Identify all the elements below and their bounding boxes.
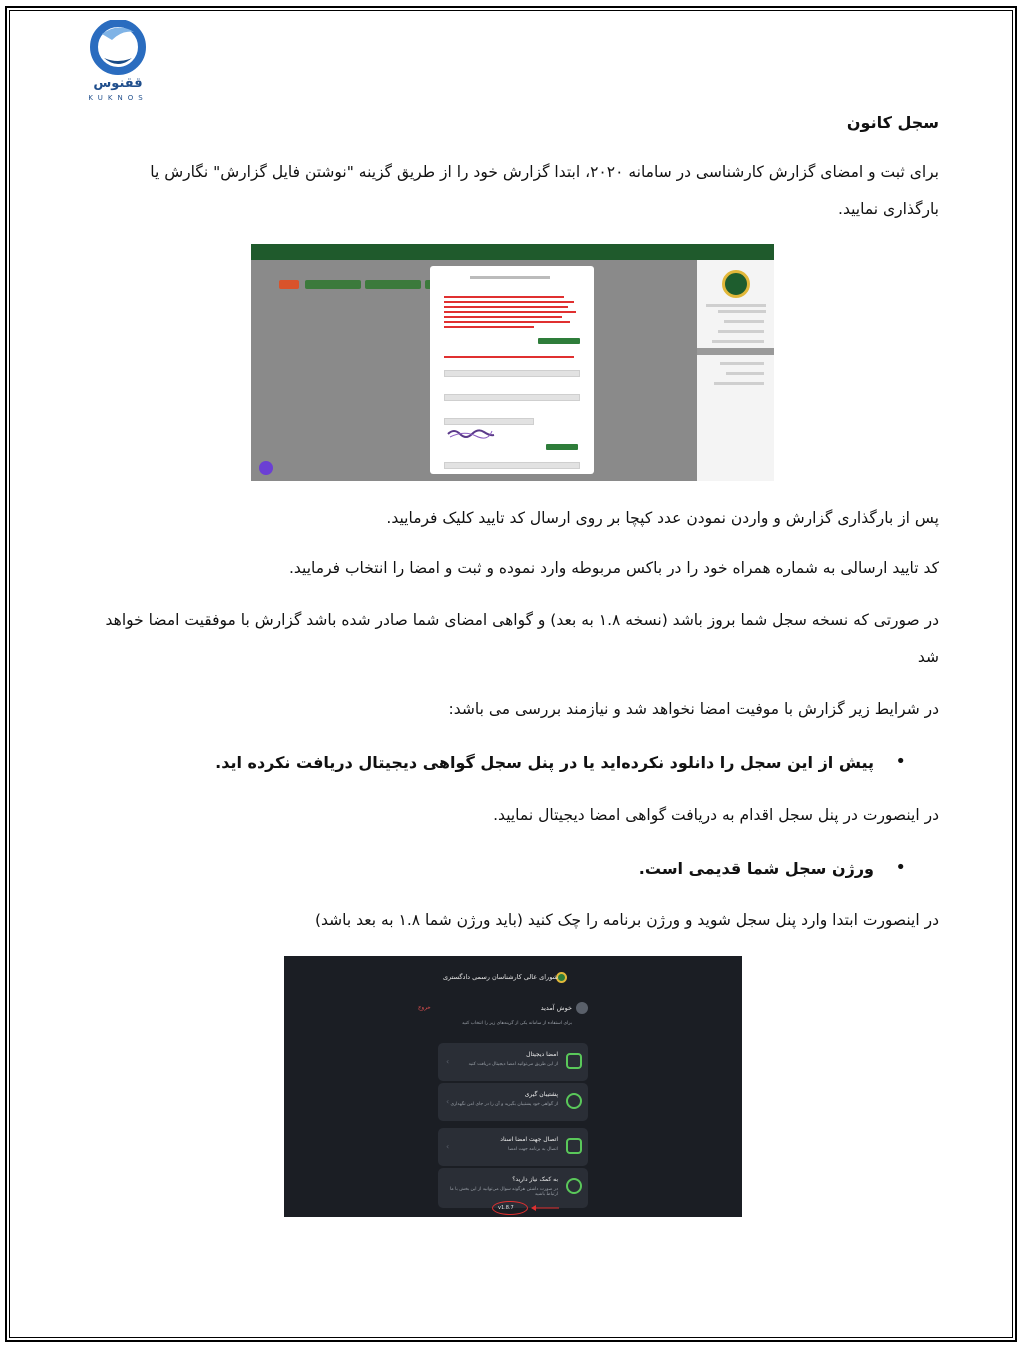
report-upload-screenshot xyxy=(251,244,774,481)
panel-header: شورای عالی کارشناسان رسمی دادگستری xyxy=(442,973,558,981)
chat-bubble-icon xyxy=(259,461,273,475)
seal-logo-icon xyxy=(722,270,750,298)
send-code-button xyxy=(546,444,578,450)
card-title: امضا دیجیتال xyxy=(526,1051,558,1058)
user-avatar-icon xyxy=(576,1002,588,1014)
intro-line-2: بارگذاری نمایید. xyxy=(838,200,939,218)
version-label: v1.8.7 xyxy=(498,1205,514,1211)
para-success-line-2: شد xyxy=(917,648,939,666)
chevron-left-icon: ‹ xyxy=(446,1142,450,1151)
sign-report-modal xyxy=(430,266,594,474)
bullet-no-certificate: پیش از این سجل را دانلود نکرده‌اید یا در پنل سجل گواهی دیجیتال دریافت نکرده اید. xyxy=(215,753,874,772)
card-subtitle: از این طریق می‌توانید امضا دیجیتال دریافت کنید xyxy=(468,1062,558,1067)
para-verification-code: کد تایید ارسالی به شماره همراه خود را در باکس مربوطه وارد نموده و ثبت و امضا را انتخاب فرمایید. xyxy=(288,559,939,577)
sejel-panel-screenshot xyxy=(284,956,742,1217)
fingerprint-icon xyxy=(566,1053,582,1069)
qr-code-icon xyxy=(566,1138,582,1154)
card-connect-sign xyxy=(438,1128,588,1166)
kuknos-logo-mark-icon xyxy=(82,20,154,76)
write-report-button xyxy=(538,338,580,344)
chevron-left-icon: ‹ xyxy=(446,1097,450,1106)
red-arrow-icon xyxy=(530,1204,560,1212)
card-subtitle: از گواهی خود پشتیبان بگیرید و آن را در جای امن نگهداری xyxy=(450,1102,558,1107)
logo-text-fa: ققنوس xyxy=(93,76,143,91)
card-title: به کمک نیاز دارید؟ xyxy=(512,1176,558,1183)
card-backup xyxy=(438,1083,588,1121)
bullet-old-version: ورژن سجل شما قدیمی است. xyxy=(638,859,874,878)
screenshot-sidebar xyxy=(696,260,774,481)
screenshot-topbar xyxy=(251,244,774,260)
intro-line-1: برای ثبت و امضای گزارش کارشناسی در سامانه ۲۰۲۰، ابتدا گزارش خود را از طریق گزینه "نوشتن فایل گزارش" نگارش یا xyxy=(150,163,939,181)
welcome-subtext: برای استفاده از سامانه یکی از گزینه‌های زیر را انتخاب کنید xyxy=(462,1021,572,1026)
para-bullet2-fix: در اینصورت ابتدا وارد پنل سجل شوید و ورژن برنامه را چک کنید (باید ورژن شما ۱.۸ به بعد باشد) xyxy=(315,911,939,929)
card-digital-signature xyxy=(438,1043,588,1081)
card-title: اتصال جهت امضا اسناد xyxy=(500,1136,558,1143)
welcome-text: خوش آمدید xyxy=(540,1004,572,1012)
para-after-upload: پس از بارگذاری گزارش و واردن نمودن عدد کپچا بر روی ارسال کد تایید کلیک فرمایید. xyxy=(386,509,939,527)
headset-icon xyxy=(566,1178,582,1194)
exit-link: خروج xyxy=(418,1005,431,1011)
card-subtitle: در صورت داشتن هرگونه سوال می‌توانید از این بخش با ما ارتباط باشید xyxy=(449,1187,558,1197)
chevron-left-icon: ‹ xyxy=(446,1057,450,1066)
bullet-marker: • xyxy=(895,751,906,772)
para-conditions: در شرایط زیر گزارش با موفیت امضا نخواهد شد و نیازمند بررسی می باشد: xyxy=(448,700,939,718)
logo-text-en: KUKNOS xyxy=(88,94,148,102)
para-success-line-1: در صورتی که نسخه سجل شما بروز باشد (نسخه ۱.۸ به بعد) و گواهی امضای شما صادر شده باشد گزارش با موفقیت امضا خواهد xyxy=(105,611,939,629)
sidebar-active-item xyxy=(697,348,774,355)
kuknos-logo xyxy=(82,20,154,104)
captcha-image xyxy=(446,426,496,440)
para-bullet1-fix: در اینصورت در پنل سجل اقدام به دریافت گواهی امضا دیجیتال نمایید. xyxy=(493,806,939,824)
section-title: سجل کانون xyxy=(846,113,939,132)
bullet-marker: • xyxy=(895,857,906,878)
card-subtitle: اتصال به برنامه جهت امضا xyxy=(508,1147,558,1152)
cloud-upload-icon xyxy=(566,1093,582,1109)
card-title: پشتیبان گیری xyxy=(524,1091,558,1098)
